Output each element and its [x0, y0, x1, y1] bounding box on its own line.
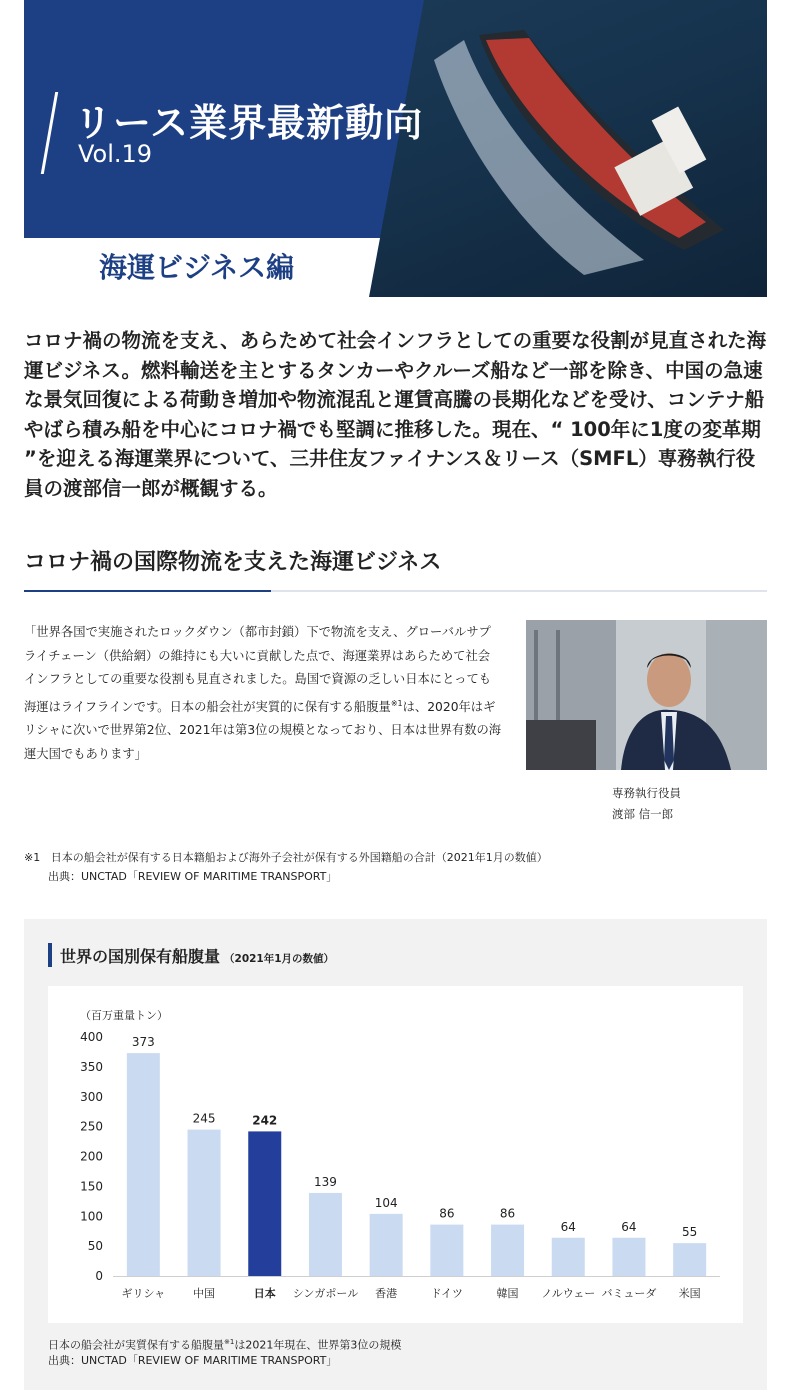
data-label: 86: [499, 1206, 516, 1221]
chart-title-note: （2021年1月の数値）: [224, 953, 335, 965]
x-tick-label: ドイツ: [430, 1287, 464, 1300]
section-title: コロナ禍の国際物流を支えた海運ビジネス: [24, 550, 442, 575]
bar: [552, 1238, 585, 1276]
bar: [673, 1243, 706, 1276]
footnote-ref: ※1: [390, 698, 403, 708]
chart-title-accent: [48, 943, 52, 967]
x-tick-label: ノルウェー: [541, 1287, 596, 1300]
x-tick-label: 米国: [678, 1287, 701, 1300]
x-tick-label: 中国: [193, 1287, 216, 1300]
x-tick-label: シンガポール: [292, 1287, 359, 1300]
section-divider-accent: [24, 590, 271, 592]
y-tick-label: 250: [80, 1119, 103, 1134]
bar: [127, 1053, 160, 1276]
chart-note-mark: ※1: [224, 1338, 235, 1346]
data-label: 86: [439, 1206, 455, 1221]
bar: [491, 1225, 524, 1276]
data-label: 373: [131, 1035, 155, 1050]
y-axis-unit-label: （百万重量トン）: [80, 1009, 168, 1022]
bar-chart: [48, 986, 743, 1323]
data-label: 64: [560, 1219, 576, 1234]
footnote-text: 日本の船会社が保有する日本籍船および海外子会社が保有する外国籍船の合計（2021年1月の数値）: [50, 851, 548, 864]
data-label: 245: [192, 1111, 216, 1126]
data-label: 242: [252, 1113, 278, 1128]
hero-banner: [24, 0, 767, 297]
data-label: 55: [682, 1225, 698, 1240]
lead-paragraph: コロナ禍の物流を支え、あらためて社会インフラとしての重要な役割が見直された海運ビジネス。燃料輸送を主とするタンカーやクルーズ船など一部を除き、中国の急速な景気回復による荷動き増加や物流混乱と運賃高騰の長期化などを受け、コンテナ船やばら積み船を中心にコロナ禍でも堅調に推移した。現在、“ 100年に1度の変革期 ”を迎える海運業界について、三井住友ファイナンス＆リース（SMFL）専務執行役員の渡部信一郎が概観する。: [24, 329, 767, 500]
interview-quote: [24, 621, 502, 766]
x-tick-label: バミューダ: [601, 1287, 657, 1300]
quote-text-1: 「世界各国で実施されたロックダウン（都市封鎖）下で物流を支え、グローバルサプライチェーン（供給網）の維持にも大いに貢献した点で、海運業界はあらためて社会インフラとしての重要な役割も見直されました。島国で資源の乏しい日本にとっても海運はライフラインです。日本の船会社が実質的に保有する船腹量: [24, 625, 492, 714]
x-tick-label: 韓国: [496, 1287, 519, 1300]
bar: [309, 1193, 342, 1276]
x-tick-label: 日本: [253, 1287, 276, 1300]
chart-title: [60, 944, 334, 967]
caption-role: 専務執行役員: [612, 786, 681, 800]
y-tick-label: 350: [80, 1059, 103, 1074]
bar: [248, 1131, 281, 1276]
y-tick-label: 100: [80, 1209, 103, 1224]
data-label: 64: [621, 1219, 637, 1234]
bar: [430, 1225, 463, 1276]
x-tick-label: ギリシャ: [121, 1287, 166, 1300]
bar: [188, 1130, 221, 1276]
quote-text-2: は、2020年はギリシャに次いで世界第2位、2021年は第3位の規模となっており、日本は世界有数の海運大国でもあります」: [24, 699, 502, 761]
page-subtitle: 海運ビジネス編: [99, 251, 295, 284]
y-tick-label: 50: [87, 1239, 103, 1254]
footnote-mark: ※1: [24, 851, 41, 864]
chart-source: 出典：UNCTAD「REVIEW OF MARITIME TRANSPORT」: [48, 1354, 338, 1367]
chart-note-text-2: は2021年現在、世界第3位の規模: [234, 1338, 402, 1352]
portrait-caption: [612, 783, 681, 825]
volume-label: Vol.19: [78, 140, 153, 168]
footnote: [24, 848, 548, 867]
caption-name: 渡部 信一郎: [612, 807, 674, 821]
footnote-source: 出典：UNCTAD「REVIEW OF MARITIME TRANSPORT」: [48, 870, 338, 883]
chart-title-text: 世界の国別保有船腹量: [60, 947, 221, 966]
y-tick-label: 400: [80, 1030, 103, 1044]
y-tick-label: 0: [95, 1269, 103, 1283]
data-label: 104: [374, 1195, 398, 1210]
x-tick-label: 香港: [375, 1287, 398, 1300]
chart-note-text-1: 日本の船会社が実質保有する船腹量: [48, 1338, 224, 1352]
y-tick-label: 200: [80, 1149, 103, 1164]
executive-portrait-photo: [526, 620, 767, 770]
y-tick-label: 150: [80, 1179, 103, 1194]
y-tick-label: 300: [80, 1089, 103, 1104]
page-title: リース業界最新動向: [74, 101, 424, 145]
bar: [370, 1214, 403, 1276]
bar: [612, 1238, 645, 1276]
data-label: 139: [313, 1174, 337, 1189]
